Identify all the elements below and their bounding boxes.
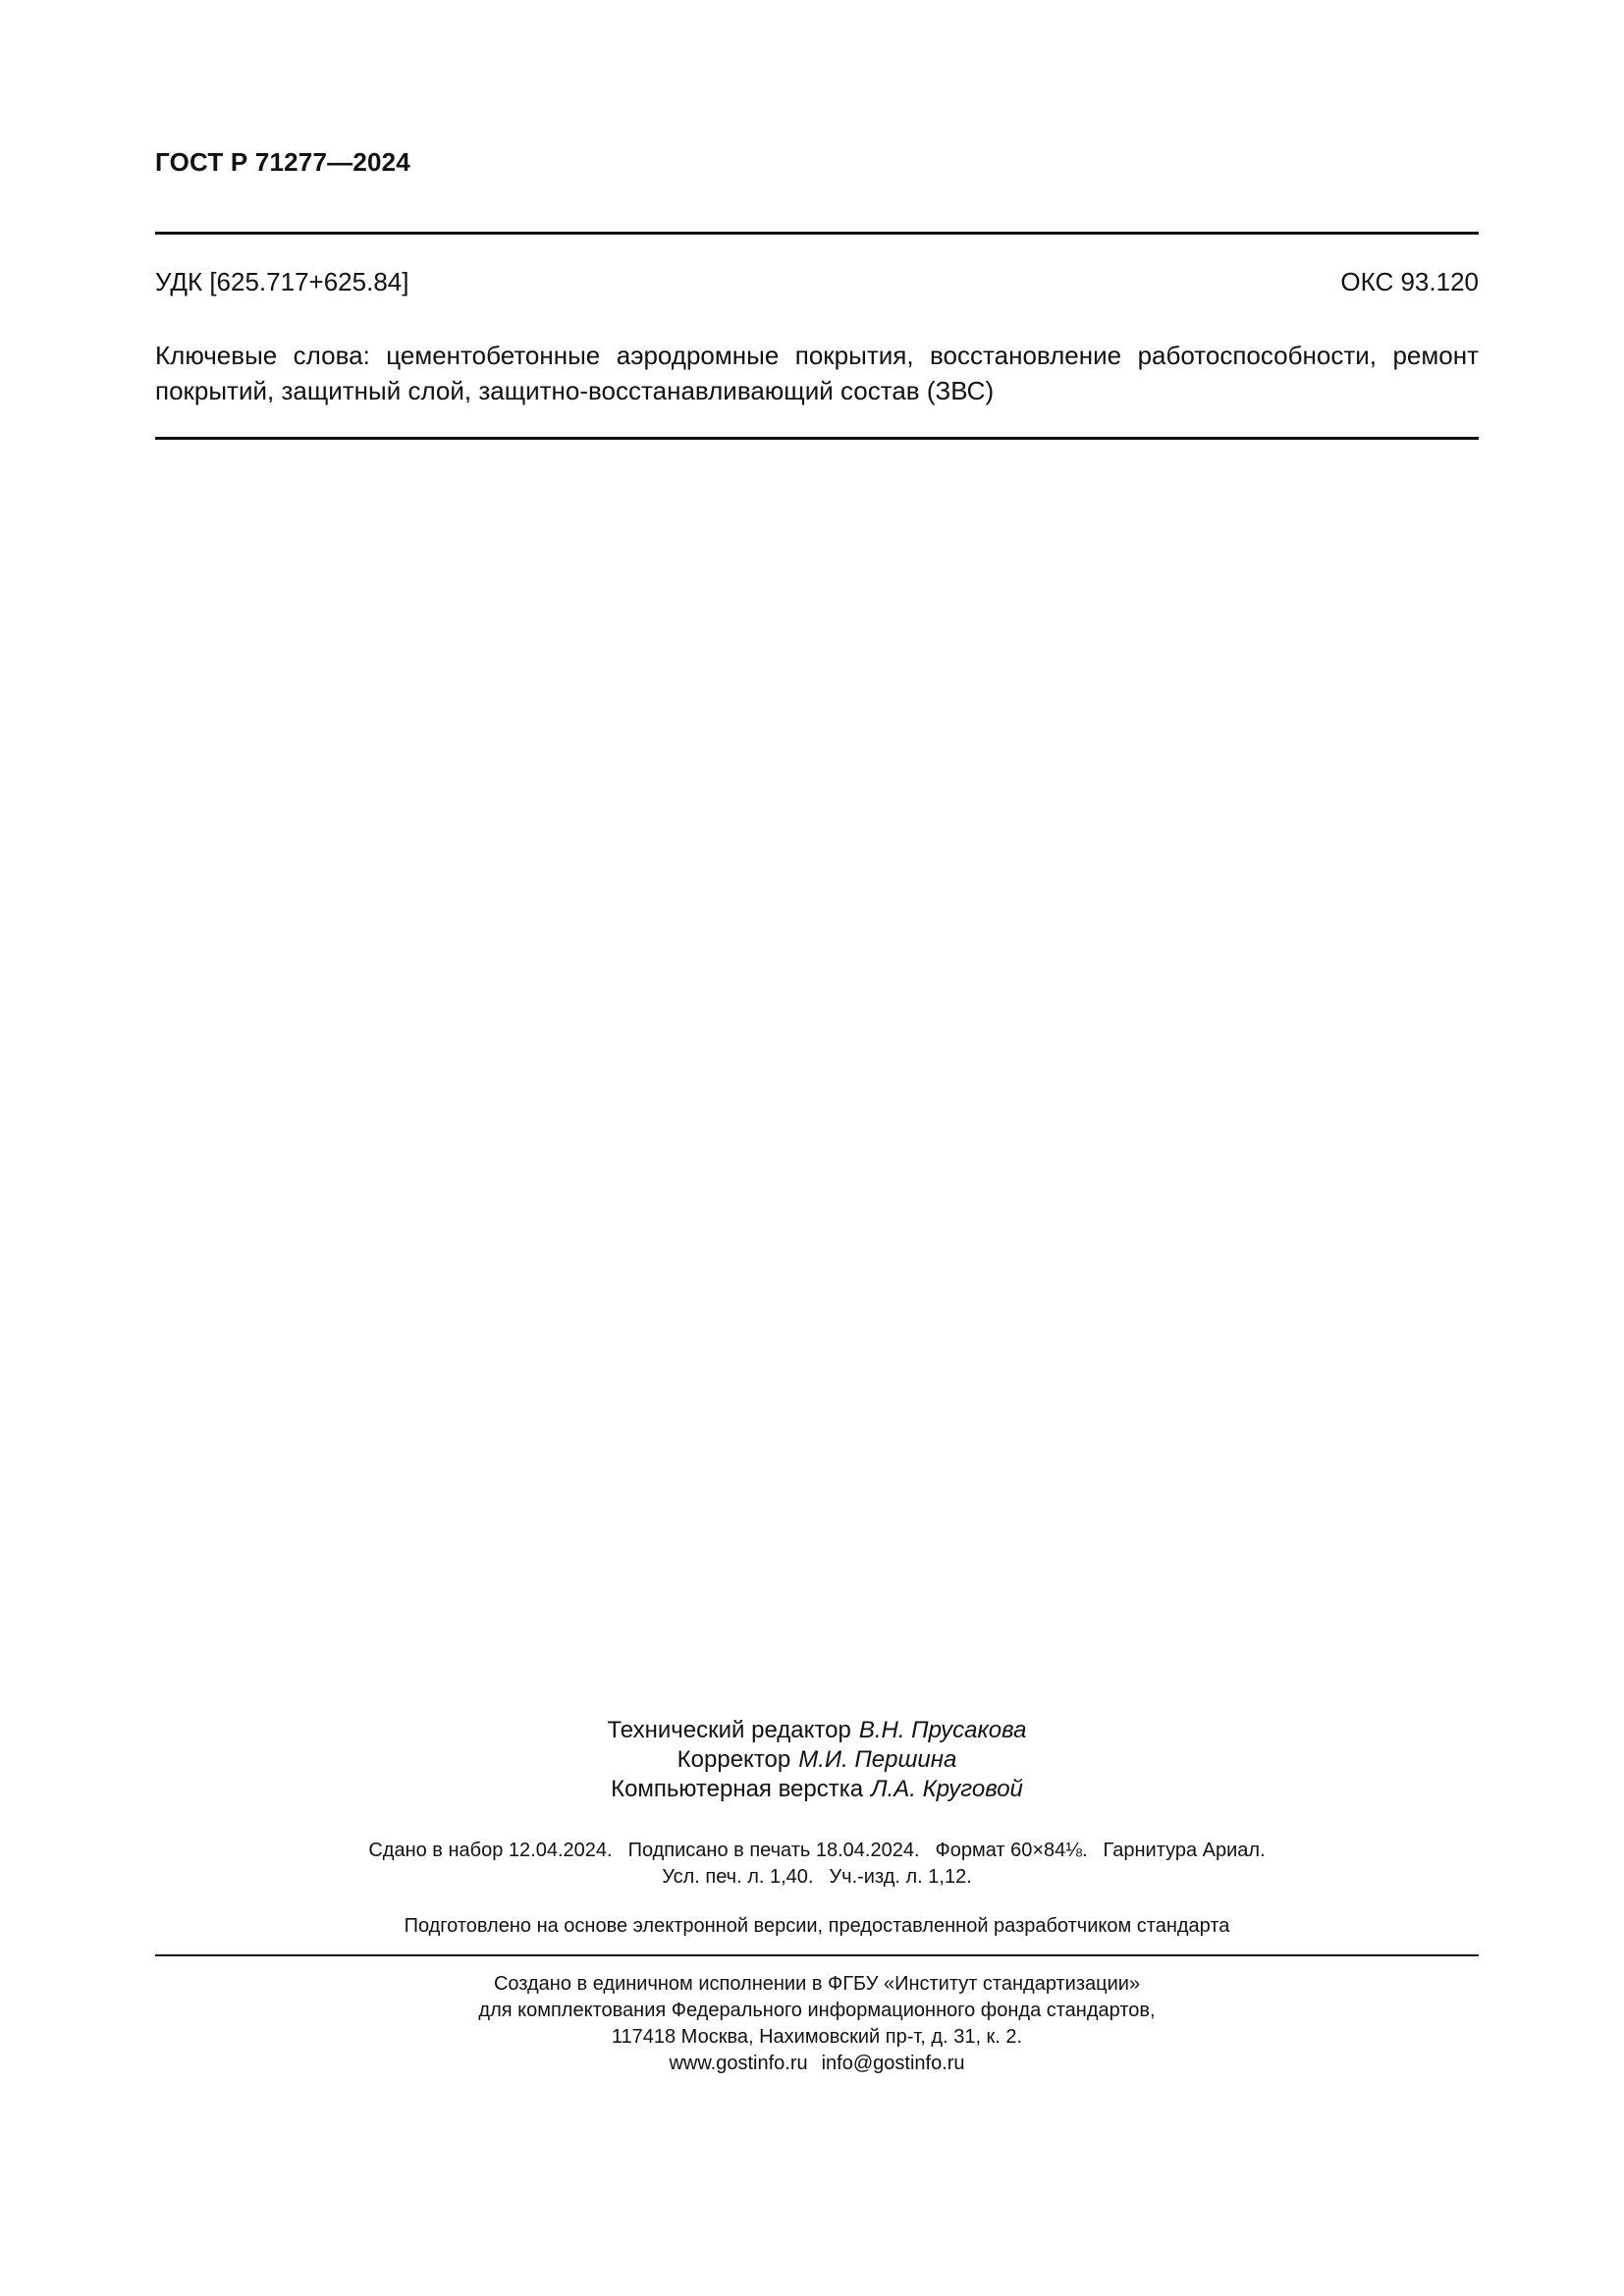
footer-line-3: 117418 Москва, Нахимовский пр-т, д. 31, к. 2.	[611, 2026, 1023, 2048]
paper-format: Формат 60×84⅛.	[935, 1840, 1088, 1861]
publication-line-1	[155, 1838, 1479, 1864]
submitted-date: Сдано в набор 12.04.2024.	[368, 1840, 613, 1861]
keywords-paragraph: Ключевые слова: цементобетонные аэродромные покрытия, восстановление работоспособности, ремонт покрытий, защитный слой, защитно-восстанавливающий состав (ЗВС)	[155, 341, 1479, 405]
classification-row	[155, 267, 1479, 297]
credit-proofreader	[155, 1745, 1479, 1775]
document-code: ГОСТ Р 71277—2024	[155, 147, 410, 177]
email-link[interactable]: info@gostinfo.ru	[821, 2053, 965, 2074]
typeface: Гарнитура Ариал.	[1103, 1840, 1266, 1861]
oks-code: ОКС 93.120	[1340, 267, 1479, 296]
keywords-divider	[155, 437, 1479, 440]
top-divider	[155, 232, 1479, 235]
footer-contacts	[155, 2051, 1479, 2077]
credits-block	[155, 1716, 1479, 1804]
prepared-note: Подготовлено на основе электронной версии, предоставленной разработчиком стандарта	[404, 1915, 1230, 1937]
publication-line-2	[155, 1864, 1479, 1891]
credit-name: В.Н. Прусакова	[858, 1717, 1027, 1743]
website-link[interactable]: www.gostinfo.ru	[669, 2053, 808, 2074]
credit-name: Л.А. Круговой	[871, 1776, 1023, 1802]
credit-technical-editor	[155, 1716, 1479, 1745]
publisher-sheets: Уч.-изд. л. 1,12.	[829, 1866, 972, 1888]
credit-role: Компьютерная верстка	[611, 1776, 864, 1802]
print-sheets: Усл. печ. л. 1,40.	[662, 1866, 814, 1888]
credit-layout	[155, 1775, 1479, 1804]
signed-date: Подписано в печать 18.04.2024.	[627, 1840, 920, 1861]
credit-role: Технический редактор	[607, 1717, 851, 1743]
footer-line-2: для комплектования Федерального информационного фонда стандартов,	[478, 2000, 1156, 2021]
credit-name: М.И. Першина	[798, 1746, 957, 1773]
udk-code: УДК [625.717+625.84]	[155, 267, 409, 296]
publisher-footer	[155, 1971, 1479, 2077]
document-page	[155, 0, 1479, 2296]
footer-divider	[155, 1954, 1479, 1956]
footer-line-1: Создано в единичном исполнении в ФГБУ «Институт стандартизации»	[493, 1973, 1141, 1995]
publication-info	[155, 1838, 1479, 1891]
credit-role: Корректор	[677, 1746, 791, 1773]
